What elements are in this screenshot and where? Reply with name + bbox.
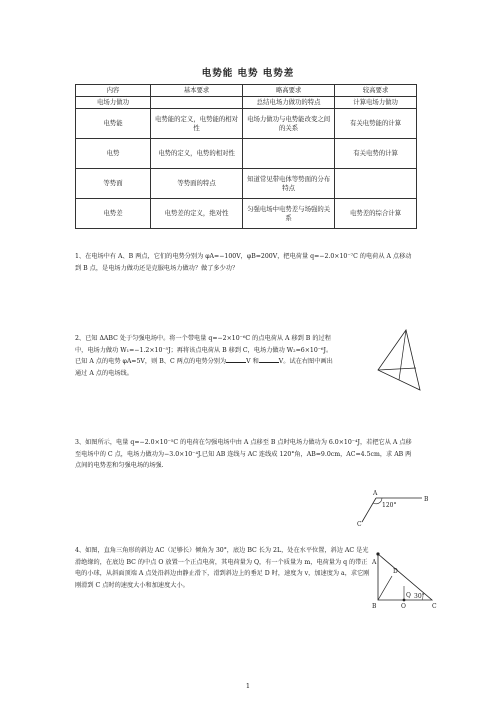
header-cell: 较高要求 [335, 85, 417, 97]
table-cell: 等势面 [76, 169, 151, 199]
answer-blank-c[interactable] [259, 356, 279, 363]
fig3-label-b: B [424, 496, 429, 503]
ball-at-a [376, 552, 379, 555]
header-cell: 略高要求 [243, 85, 335, 97]
answer-blank-b[interactable] [226, 356, 246, 363]
table-header-row [76, 85, 417, 97]
fig4-label-b: B [372, 603, 377, 610]
fig4-label-a: A [372, 559, 377, 566]
question-1 [75, 251, 417, 274]
page-number: 1 [245, 682, 251, 690]
table-cell: 总结电场力做功的特点 [243, 97, 335, 109]
question-2 [75, 333, 337, 379]
header-cell: 基本要求 [151, 85, 243, 97]
question-2-text [75, 333, 337, 379]
table-row [76, 199, 417, 229]
table-cell: 电势的定义，电势的相对性 [151, 139, 243, 169]
question-4 [75, 545, 371, 591]
header-cell: 内容 [76, 85, 151, 97]
table-cell: 等势面的特点 [151, 169, 243, 199]
question-2-part-a: 2、已知 ΔABC 处于匀强电场中。将一个带电量 q=−2×10⁻⁶C 的点电荷从 A 移到 B 的过程中，电场力做功 W₁=−1.2×10⁻⁵J；再将该点电荷从 B 移到 C，电场力做功 W₂=6×10⁻⁶J。已知 A 点的电势 φA=5V，则 B、C 两点的电势分别为 [75, 335, 333, 365]
table-cell: 知道常见带电体等势面的分布特点 [243, 169, 335, 199]
table-row [76, 97, 417, 109]
angle-120-figure [352, 488, 432, 528]
charge-at-o [403, 599, 406, 602]
table-cell: 匀强电场中电势差与场强的关系 [243, 199, 335, 229]
table-row [76, 109, 417, 139]
table-cell: 电势差 [76, 199, 151, 229]
right-triangle-figure [366, 548, 438, 610]
table-cell: 电势差的定义，绝对性 [151, 199, 243, 229]
table-cell: 电势能 [76, 109, 151, 139]
table-row [76, 139, 417, 169]
table-cell: 电势差的综合计算 [335, 199, 417, 229]
table-cell: 有关电势能的计算 [335, 109, 417, 139]
requirements-table [75, 84, 417, 229]
fig4-label-o: O [401, 603, 406, 610]
question-3 [75, 437, 417, 472]
fig4-label-c: C [432, 603, 437, 610]
table-cell [243, 139, 335, 169]
question-3-text: 3、如图所示，电量 q=−2.0×10⁻⁵C 的电荷在匀强电场中由 A 点移至 B 点时电场力做功为 6.0×10⁻⁴J，若把它从 A 点移至电场中的 C 点，电场力做功为−3.0×10⁻⁴J.已知 AB 连线与 AC 连线成 120°角，AB=9.0cm，AC=4.5cm，求 AB 两点间的电势差和匀强电场的场强. [75, 439, 412, 469]
table-cell: 电场力做功 [76, 97, 151, 109]
page-title: 电势能 电势 电势差 [201, 68, 295, 79]
table-cell: 有关电势的计算 [335, 139, 417, 169]
table-cell: 计算电场力做功 [335, 97, 417, 109]
table-row [76, 169, 417, 199]
table-cell: 电势 [76, 139, 151, 169]
fig3-angle-label: 120° [382, 502, 397, 509]
table-cell [151, 97, 243, 109]
table-cell: 电场力做功与电势能改变之间的关系 [243, 109, 335, 139]
question-2-part-b: V 和 [246, 358, 259, 365]
fig3-label-a: A [373, 490, 378, 497]
triangle-abc-figure [372, 328, 424, 396]
question-2-part-c: V。试在右图中画出通过 A 点的电场线。 [75, 358, 333, 377]
table-cell [335, 169, 417, 199]
question-4-text: 4、如图，直角三角形的斜边 AC（足够长）倾角为 30°，底边 BC 长为 2L，处在水平位置，斜边 AC 是光滑绝缘的，在底边 BC 的中点 O 放置一个正点电荷，其电荷量为 Q，有一个质量为 m，电荷量为 q 的带正电的小球，从斜面顶端 A 点处沿斜边由静止滑下，滑到斜边上的垂足 D 时，速度为 v，加速度为 a，求它刚刚滑到 C 点时的速度大小和加速度大小。 [75, 547, 370, 589]
fig4-label-q: Q [406, 592, 411, 599]
fig3-label-c: C [357, 521, 362, 528]
fig4-angle-label: 30° [414, 593, 425, 600]
table-cell: 电势能的定义，电势能的相对性 [151, 109, 243, 139]
fig4-label-d: D [393, 568, 398, 575]
question-1-text: 1、在电场中有 A、B 两点，它们的电势分别为 φA=−100V，φB=200V，把电荷量 q=−2.0×10⁻⁷C 的电荷从 A 点移动到 B 点，是电场力做功还是克服电场力做功？做了多少功？ [75, 253, 412, 272]
